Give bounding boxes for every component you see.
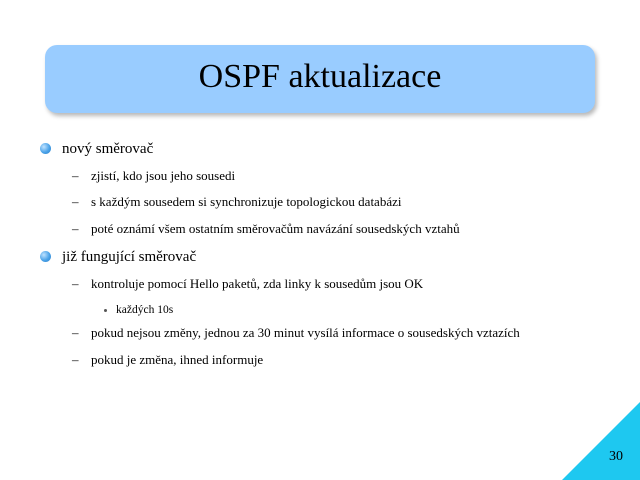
- sub-bullet-text: pokud nejsou změny, jednou za 30 minut vysílá informace o sousedských vztazích: [91, 325, 520, 340]
- sub-bullet-text: zjistí, kdo jsou jeho sousedi: [91, 168, 236, 183]
- dash-icon: –: [72, 221, 79, 236]
- sub-bullet-item: [72, 276, 424, 292]
- title-box: [45, 45, 595, 113]
- sub-sub-bullet-text: každých 10s: [116, 304, 174, 316]
- page-number: 30: [609, 449, 623, 464]
- bullet-dot-icon: [40, 251, 51, 262]
- dash-icon: –: [72, 352, 79, 367]
- slide-title: OSPF aktualizace: [198, 58, 442, 95]
- corner-triangle: [562, 402, 640, 480]
- sub-bullet-text: pokud je změna, ihned informuje: [91, 352, 264, 367]
- bullet-item: [62, 248, 196, 266]
- small-dot-icon: [104, 309, 107, 312]
- sub-bullet-item: [72, 221, 460, 237]
- sub-bullet-text: s každým sousedem si synchronizuje topologickou databázi: [91, 194, 402, 209]
- bullet-item: [62, 140, 153, 158]
- sub-bullet-text: kontroluje pomocí Hello paketů, zda linky k sousedům jsou OK: [91, 276, 424, 291]
- sub-bullet-text: poté oznámí všem ostatním směrovačům navázání sousedských vztahů: [91, 221, 460, 236]
- sub-sub-bullet-item: [116, 303, 173, 317]
- bullet-text: již fungující směrovač: [62, 249, 197, 265]
- bullet-dot-icon: [40, 143, 51, 154]
- sub-bullet-item: [72, 168, 236, 184]
- bullet-text: nový směrovač: [62, 141, 154, 157]
- dash-icon: –: [72, 276, 79, 291]
- dash-icon: –: [72, 194, 79, 209]
- sub-bullet-item: [72, 194, 402, 210]
- sub-bullet-item: [72, 325, 520, 341]
- sub-bullet-item: [72, 352, 264, 368]
- dash-icon: –: [72, 325, 79, 340]
- dash-icon: –: [72, 168, 79, 183]
